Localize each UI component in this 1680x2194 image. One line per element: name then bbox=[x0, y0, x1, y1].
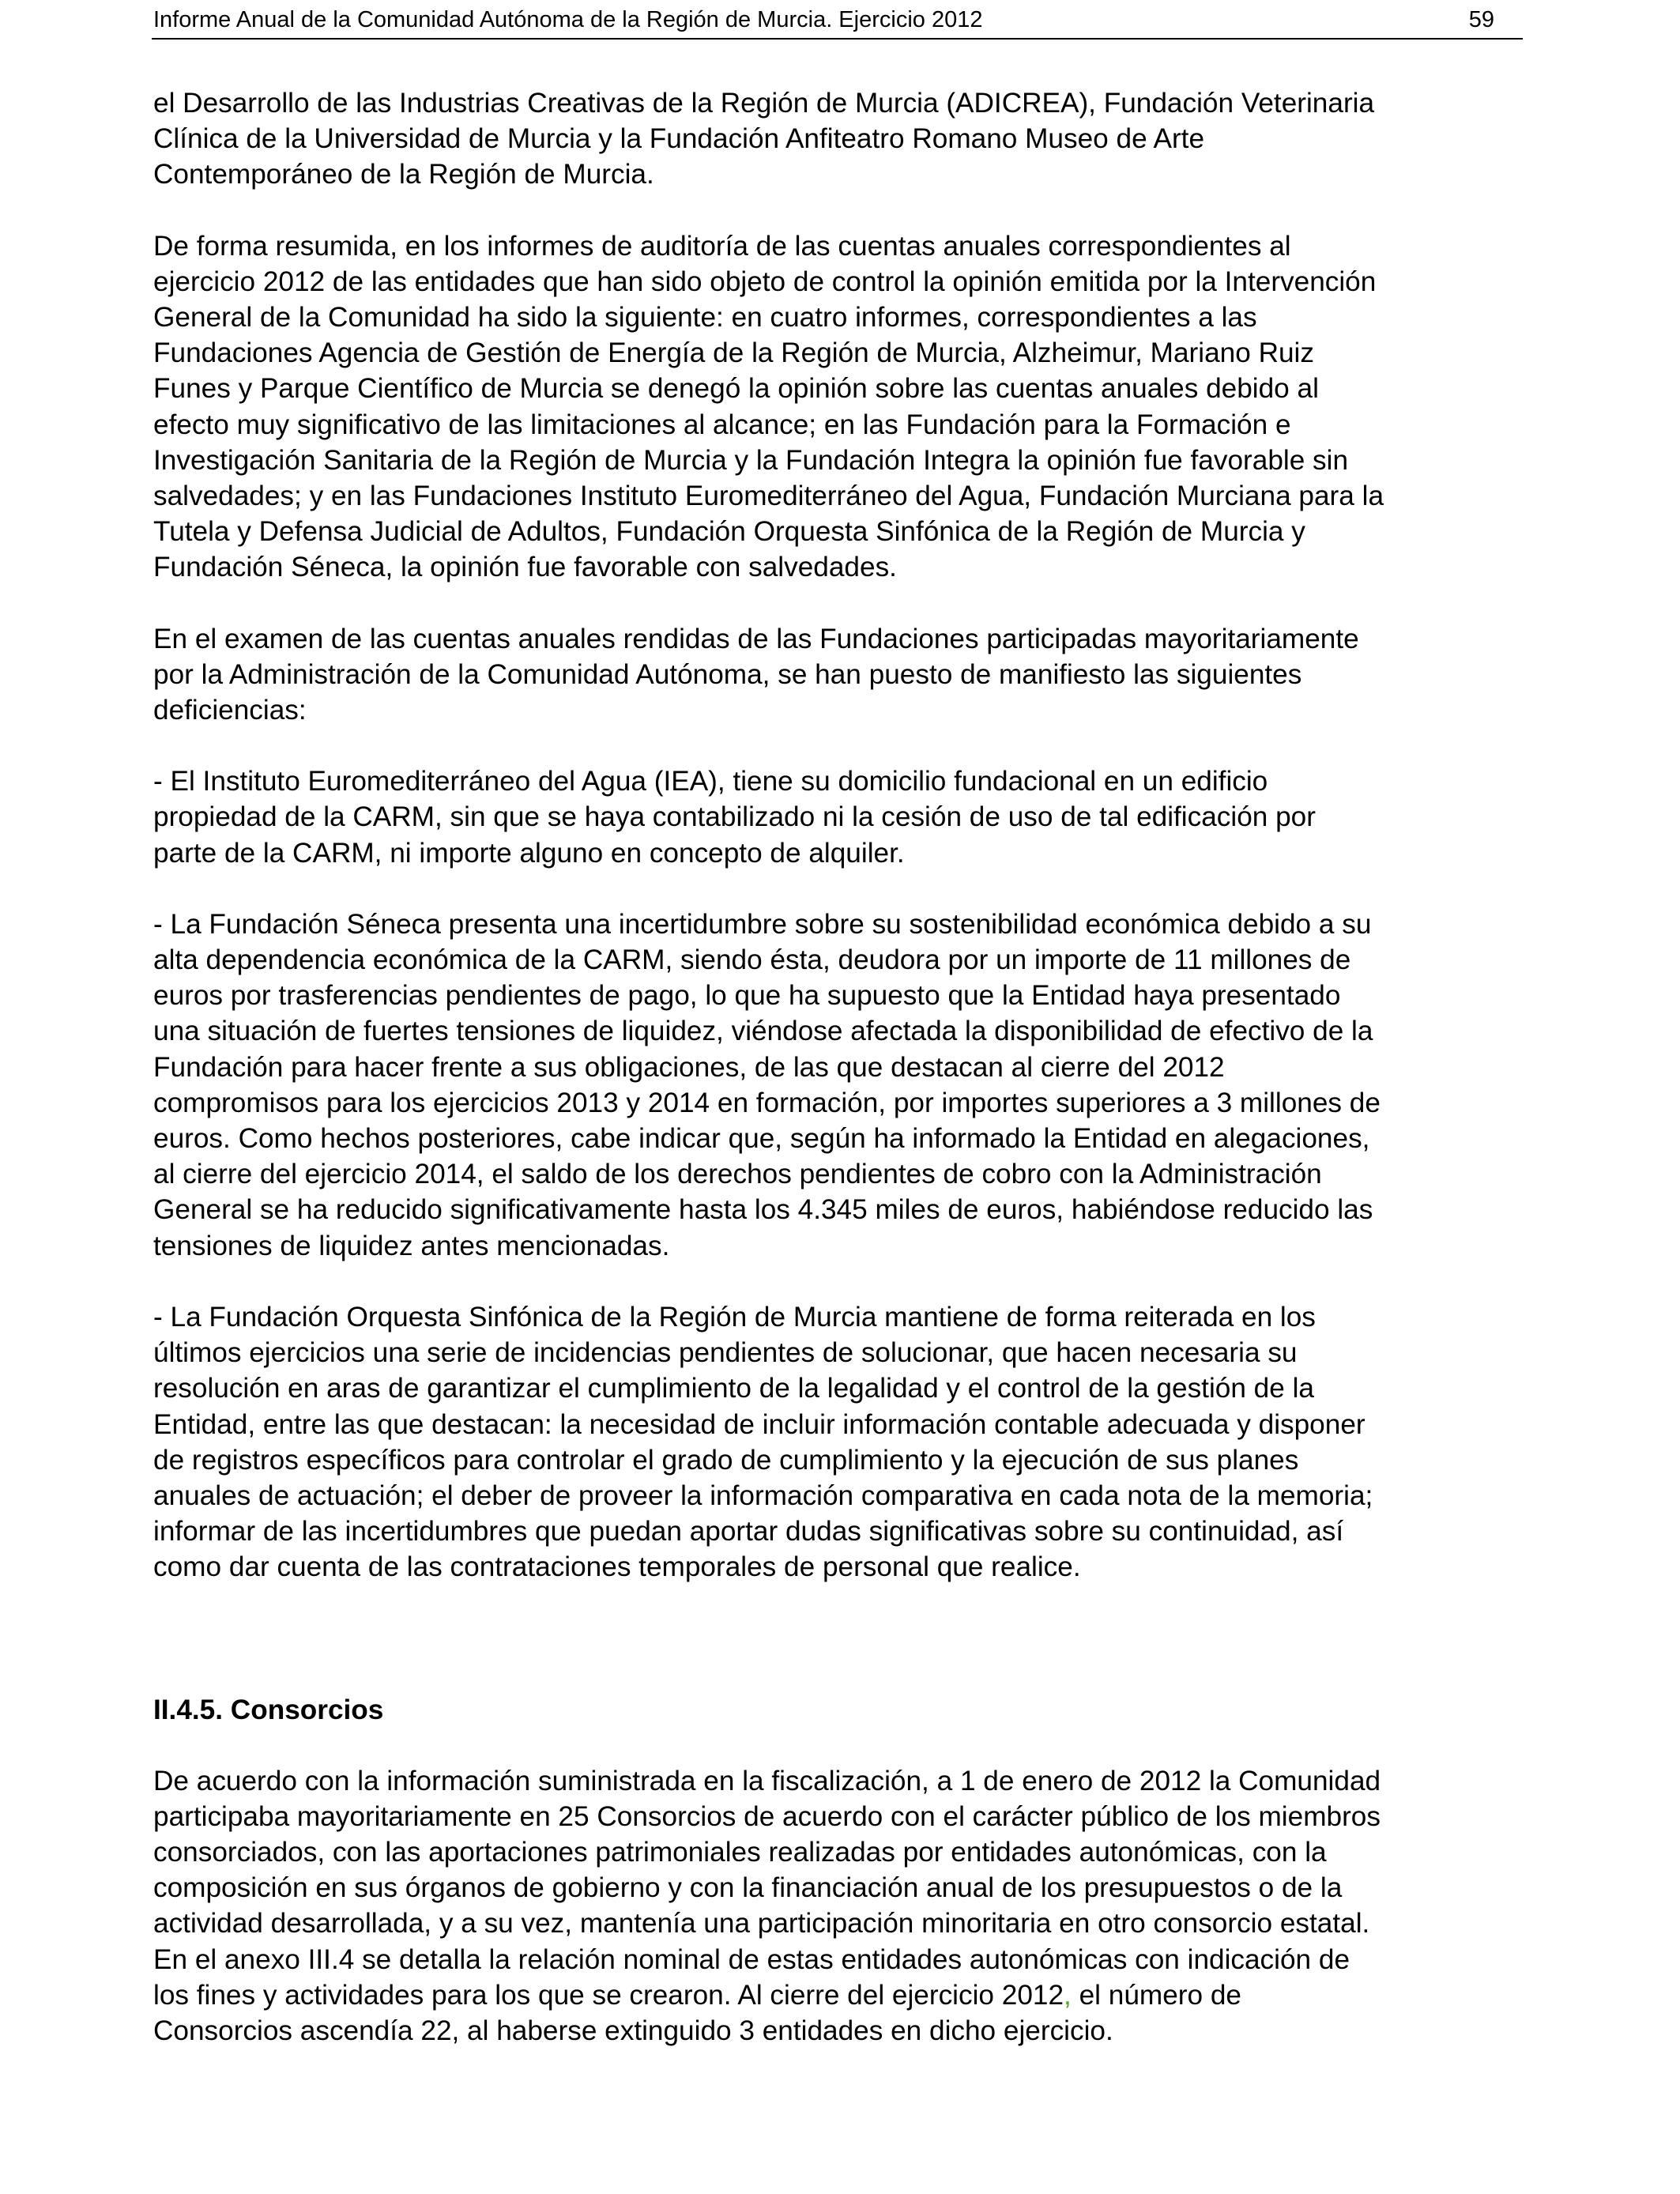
paragraph-deficiencies-intro: En el examen de las cuentas anuales rendidas de las Fundaciones participadas mayoritariamente por la Administración de la Comunidad Autónoma, se han puesto de manifiesto las siguientes deficiencias: bbox=[153, 623, 1359, 726]
paragraph-consorcios-part1: De acuerdo con la información suministrada en la fiscalización, a 1 de enero de 2012 la Comunidad participaba mayoritariamente en 25 Consorcios de acuerdo con el carácter público de los miembros consorciados, con las aportaciones patrimoniales realizadas por entidades autonómicas, con la composición en sus órganos de gobierno y con la financiación anual de los presupuestos o de la actividad desarrollada, y a su vez, mantenía una participación minoritaria en otro consorcio estatal. En el anexo III.4 se detalla la relación nominal de estas entidades autonómicas con indicación de los fines y actividades para los que se crearon. Al cierre del ejercicio 2012 bbox=[153, 1765, 1381, 2011]
document-body bbox=[153, 85, 1520, 2084]
page-number: 59 bbox=[1468, 7, 1494, 32]
paragraph-iea-deficiency: - El Instituto Euromediterráneo del Agua (IEA), tiene su domicilio fundacional en un edificio propiedad de la CARM, sin que se haya contabilizado ni la cesión de uso de tal edificación por parte de la CARM, ni importe alguno en concepto de alquiler. bbox=[153, 766, 1316, 869]
highlighted-comma: , bbox=[1064, 1979, 1072, 2011]
paragraph-seneca-deficiency: - La Fundación Séneca presenta una incertidumbre sobre su sostenibilidad económica debido a su alta dependencia económica de la CARM, siendo ésta, deudora por un importe de 11 millones de euros por trasferencias pendientes de pago, lo que ha supuesto que la Entidad haya presentado una situación de fuertes tensiones de liquidez, viéndose afectada la disponibilidad de efectivo de la Fundación para hacer frente a sus obligaciones, de las que destacan al cierre del 2012 compromisos para los ejercicios 2013 y 2014 en formación, por importes superiores a 3 millones de euros. Como hechos posteriores, cabe indicar que, según ha informado la Entidad en alegaciones, al cierre del ejercicio 2014, el saldo de los derechos pendientes de cobro con la Administración General se ha reducido significativamente hasta los 4.345 miles de euros, habiéndose reducido las tensiones de liquidez antes mencionadas. bbox=[153, 908, 1381, 1261]
paragraph-consorcios bbox=[153, 1763, 1520, 2049]
page-header bbox=[152, 0, 1523, 40]
section-heading-consorcios: II.4.5. Consorcios bbox=[153, 1694, 384, 1725]
header-title: Informe Anual de la Comunidad Autónoma de la Región de Murcia. Ejercicio 2012 bbox=[153, 7, 983, 32]
paragraph-orquesta-deficiency: - La Fundación Orquesta Sinfónica de la Región de Murcia mantiene de forma reiterada en los últimos ejercicios una serie de incidencias pendientes de solucionar, que hacen necesaria su resolución en aras de garantizar el cumplimiento de la legalidad y el control de la gestión de la Entidad, entre las que destacan: la necesidad de incluir información contable adecuada y disponer de registros específicos para controlar el grado de cumplimiento y la ejecución de sus planes anuales de actuación; el deber de proveer la información comparativa en cada nota de la memoria; informar de las incertidumbres que puedan aportar dudas significativas sobre su continuidad, así como dar cuenta de las contrataciones temporales de personal que realice. bbox=[153, 1301, 1373, 1583]
paragraph-audit-summary: De forma resumida, en los informes de auditoría de las cuentas anuales correspondientes al ejercicio 2012 de las entidades que han sido objeto de control la opinión emitida por la Intervención General de la Comunidad ha sido la siguiente: en cuatro informes, correspondientes a las Fundaciones Agencia de Gestión de Energía de la Región de Murcia, Alzheimur, Mariano Ruiz Funes y Parque Científico de Murcia se denegó la opinión sobre las cuentas anuales debido al efecto muy significativo de las limitaciones al alcance; en las Fundación para la Formación e Investigación Sanitaria de la Región de Murcia y la Fundación Integra la opinión fue favorable sin salvedades; y en las Fundaciones Instituto Euromediterráneo del Agua, Fundación Murciana para la Tutela y Defensa Judicial de Adultos, Fundación Orquesta Sinfónica de la Región de Murcia y Fundación Séneca, la opinión fue favorable con salvedades. bbox=[153, 230, 1384, 583]
paragraph-entities-continued: el Desarrollo de las Industrias Creativas de la Región de Murcia (ADICREA), Fundación Veterinaria Clínica de la Universidad de Murcia y la Fundación Anfiteatro Romano Museo de Arte Contemporáneo de la Región de Murcia. bbox=[153, 88, 1375, 190]
paragraph-consorcios-part2: el número de Consorcios ascendía 22, al haberse extinguido 3 entidades en dicho ejercicio. bbox=[153, 1979, 1241, 2046]
